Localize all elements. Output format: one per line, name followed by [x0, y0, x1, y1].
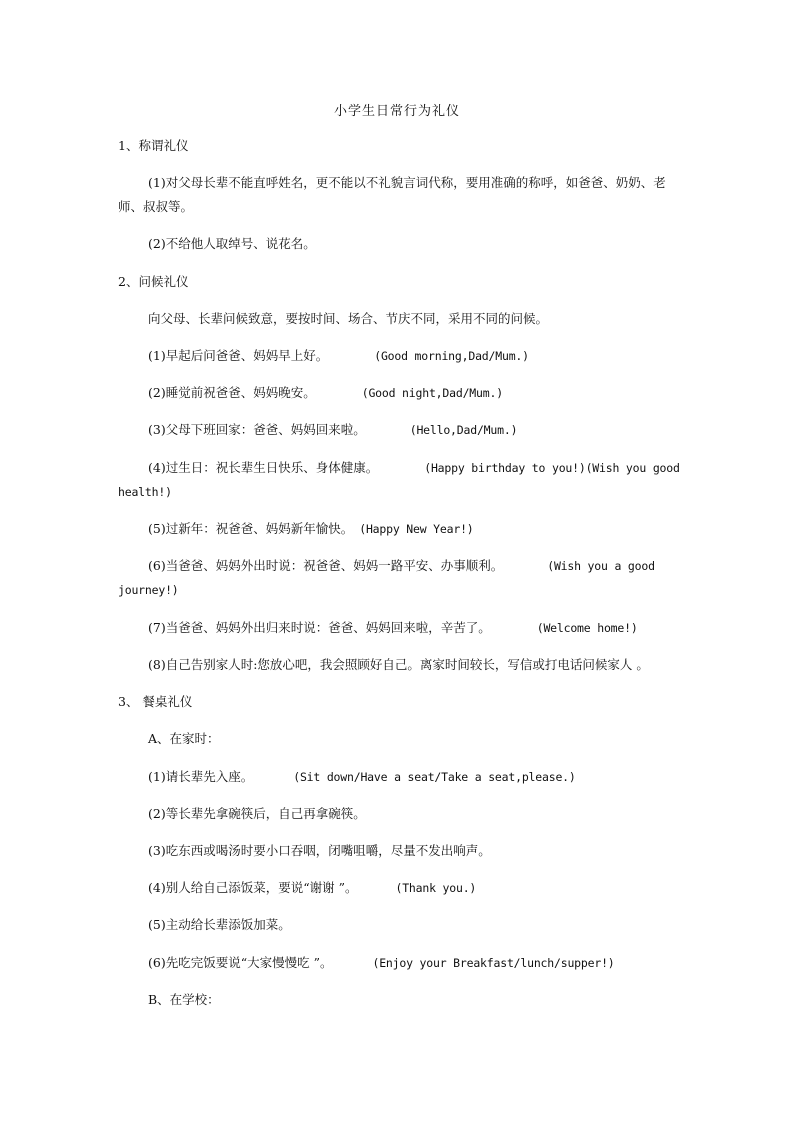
section-2-intro: 向父母、长辈问候致意，要按时间、场合、节庆不同，采用不同的问候。 — [148, 311, 549, 326]
greeting-item-1 — [148, 344, 688, 368]
table-item-4 — [148, 876, 688, 900]
greeting-item-2-chinese: (2)睡觉前祝爸爸、妈妈晚安。 — [148, 385, 316, 400]
subsection-b-heading: B、在学校： — [148, 992, 220, 1007]
table-item-5: (5)主动给长辈添饭加菜。 — [148, 917, 291, 932]
greeting-item-8: (8)自己告别家人时:您放心吧，我会照顾好自己。离家时间较长，写信或打电话问候家人 。 — [148, 657, 649, 672]
greeting-item-4-english: (Happy birthday to you!)(Wish you good health!) — [118, 461, 680, 499]
greeting-item-5 — [148, 517, 688, 541]
greeting-item-5-chinese: (5)过新年：祝爸爸、妈妈新年愉快。 — [148, 521, 354, 536]
table-item-6 — [148, 951, 688, 975]
table-item-3: (3)吃东西或喝汤时要小口吞咽，闭嘴咀嚼，尽量不发出响声。 — [148, 843, 491, 858]
table-item-6-english: (Enjoy your Breakfast/lunch/supper!) — [372, 956, 615, 970]
greeting-item-4 — [118, 456, 688, 504]
table-item-1-english: (Sit down/Have a seat/Take a seat,please.) — [293, 770, 576, 784]
greeting-item-7-english: (Welcome home!) — [536, 621, 638, 635]
section-2-heading: 2、问候礼仪 — [118, 274, 189, 289]
table-item-1 — [148, 765, 688, 789]
greeting-item-1-english: (Good morning,Dad/Mum.) — [374, 349, 529, 363]
greeting-item-7-chinese: (7)当爸爸、妈妈外出归来时说：爸爸、妈妈回来啦，辛苦了。 — [148, 620, 491, 635]
greeting-item-2-english: (Good night,Dad/Mum.) — [361, 386, 503, 400]
table-item-4-chinese: (4)别人给自己添饭菜，要说“谢谢 ”。 — [148, 880, 358, 895]
subsection-a-heading: A、在家时： — [148, 731, 220, 746]
greeting-item-6 — [118, 554, 688, 602]
document-title: 小学生日常行为礼仪 — [333, 104, 460, 119]
section-1-paragraph-1: (1)对父母长辈不能直呼姓名，更不能以不礼貌言词代称，要用准确的称呼，如爸爸、奶奶、老师、叔叔等。 — [118, 175, 666, 214]
greeting-item-2 — [148, 381, 688, 405]
section-1-heading: 1、称谓礼仪 — [118, 138, 189, 153]
table-item-1-chinese: (1)请长辈先入座。 — [148, 769, 254, 784]
greeting-item-1-chinese: (1)早起后问爸爸、妈妈早上好。 — [148, 348, 329, 363]
greeting-item-4-chinese: (4)过生日：祝长辈生日快乐、身体健康。 — [148, 460, 379, 475]
greeting-item-7 — [148, 616, 688, 640]
greeting-item-3-chinese: (3)父母下班回家：爸爸、妈妈回来啦。 — [148, 422, 366, 437]
greeting-item-5-english: (Happy New Year!) — [359, 522, 474, 536]
section-3-heading: 3、 餐桌礼仪 — [118, 694, 193, 709]
table-item-2: (2)等长辈先拿碗筷后，自己再拿碗筷。 — [148, 806, 366, 821]
section-1-paragraph-2: (2)不给他人取绰号、说花名。 — [148, 236, 316, 251]
table-item-4-english: (Thank you.) — [395, 881, 477, 895]
table-item-6-chinese: (6)先吃完饭要说“大家慢慢吃 ”。 — [148, 955, 333, 970]
greeting-item-6-english: (Wish you a good journey!) — [118, 559, 655, 597]
greeting-item-6-chinese: (6)当爸爸、妈妈外出时说：祝爸爸、妈妈一路平安、办事顺利。 — [148, 558, 504, 573]
greeting-item-3-english: (Hello,Dad/Mum.) — [409, 423, 518, 437]
greeting-item-3 — [148, 418, 688, 442]
